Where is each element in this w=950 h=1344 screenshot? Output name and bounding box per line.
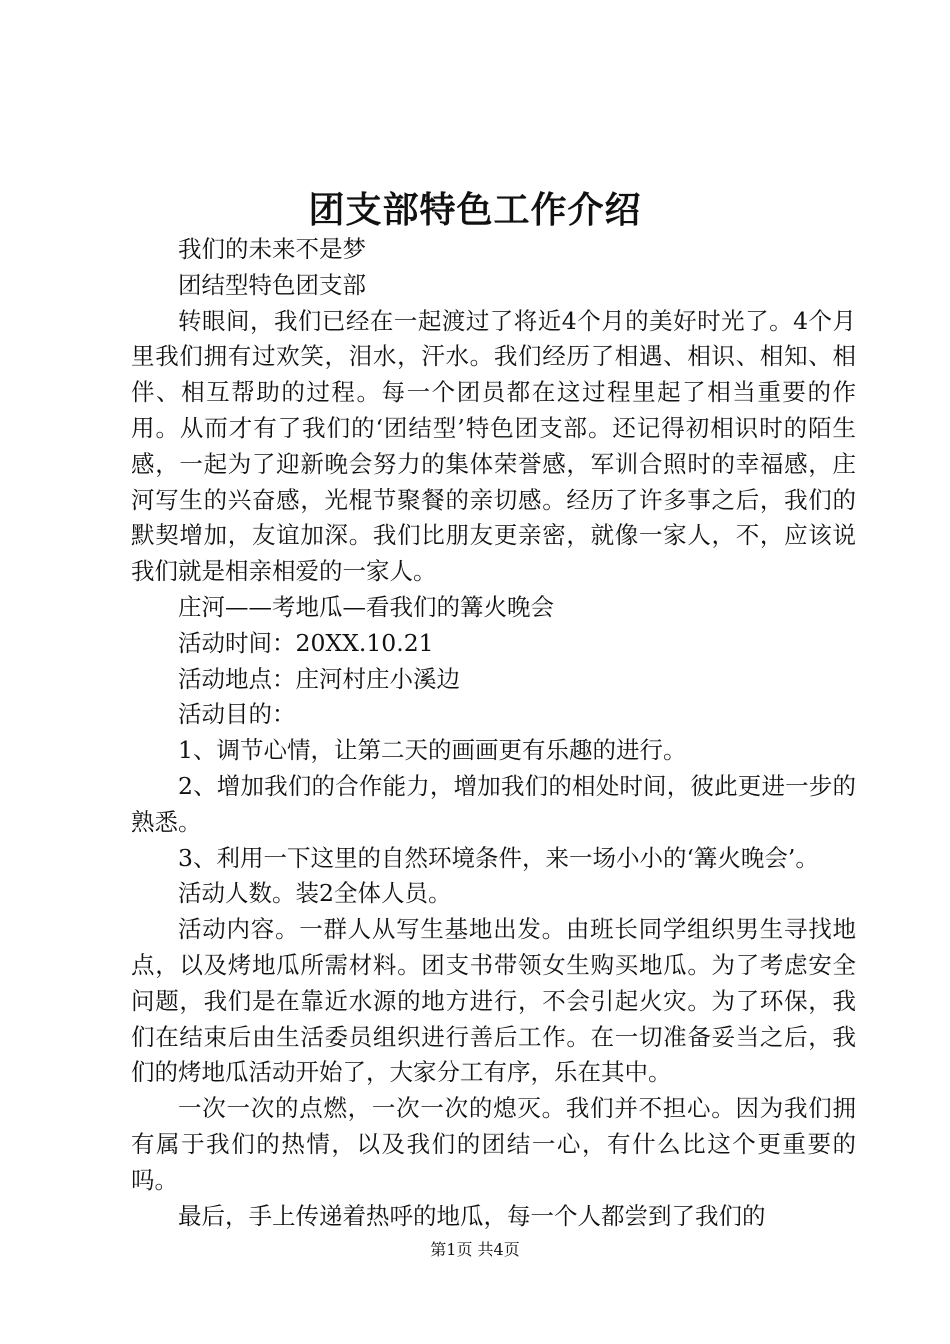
body-paragraph: 一次一次的点燃，一次一次的熄灭。我们并不担心。因为我们拥有属于我们的热情，以及我们的团结一心，有什么比这个更重要的吗。 — [131, 1094, 856, 1194]
body-paragraph: 转眼间，我们已经在一起渡过了将近4个月的美好时光了。4个月里我们拥有过欢笑，泪水，汗水。我们经历了相遇、相识、相知、相伴、相互帮助的过程。每一个团员都在这过程里起了相当重要的作用。从而才有了我们的‘团结型’特色团支部。还记得初相识时的陌生感，一起为了迎新晚会努力的集体荣誉感，军训合照时的幸福感，庄河写生的兴奋感，光棍节聚餐的亲切感。经历了许多事之后，我们的默契增加，友谊加深。我们比朋友更亲密，就像一家人，不，应该说我们就是相亲相爱的一家人。 — [131, 306, 856, 586]
body-paragraph: 最后，手上传递着热呼的地瓜，每一个人都尝到了我们的 — [178, 1201, 766, 1230]
section-heading: 庄河——考地瓜—看我们的篝火晚会 — [178, 592, 554, 621]
document-body — [131, 232, 856, 1234]
activity-purpose-label: 活动目的： — [178, 700, 296, 729]
subtitle-line: 团结型特色团支部 — [178, 270, 366, 299]
activity-location: 活动地点：庄河村庄小溪边 — [178, 664, 460, 693]
activity-content: 活动内容。一群人从写生基地出发。由班长同学组织男生寻找地点，以及烤地瓜所需材料。团支书带领女生购买地瓜。为了考虑安全问题，我们是在靠近水源的地方进行，不会引起火灾。为了环保，我们在结束后由生活委员组织进行善后工作。在一切准备妥当之后，我们的烤地瓜活动开始了，大家分工有序，乐在其中。 — [131, 915, 856, 1087]
purpose-item: 1、调节心情，让第二天的画画更有乐趣的进行。 — [178, 736, 687, 765]
activity-headcount: 活动人数。装2全体人员。 — [178, 879, 452, 908]
purpose-item: 2、增加我们的合作能力，增加我们的相处时间，彼此更进一步的熟悉。 — [131, 771, 856, 836]
subtitle-line: 我们的未来不是梦 — [178, 235, 366, 263]
document-title: 团支部特色工作介绍 — [308, 189, 642, 231]
purpose-item: 3、利用一下这里的自然环境条件，来一场小小的‘篝火晚会’。 — [178, 843, 819, 872]
page-footer: 第1页 共4页 — [430, 1240, 520, 1259]
activity-time: 活动时间：20XX.10.21 — [178, 628, 434, 657]
